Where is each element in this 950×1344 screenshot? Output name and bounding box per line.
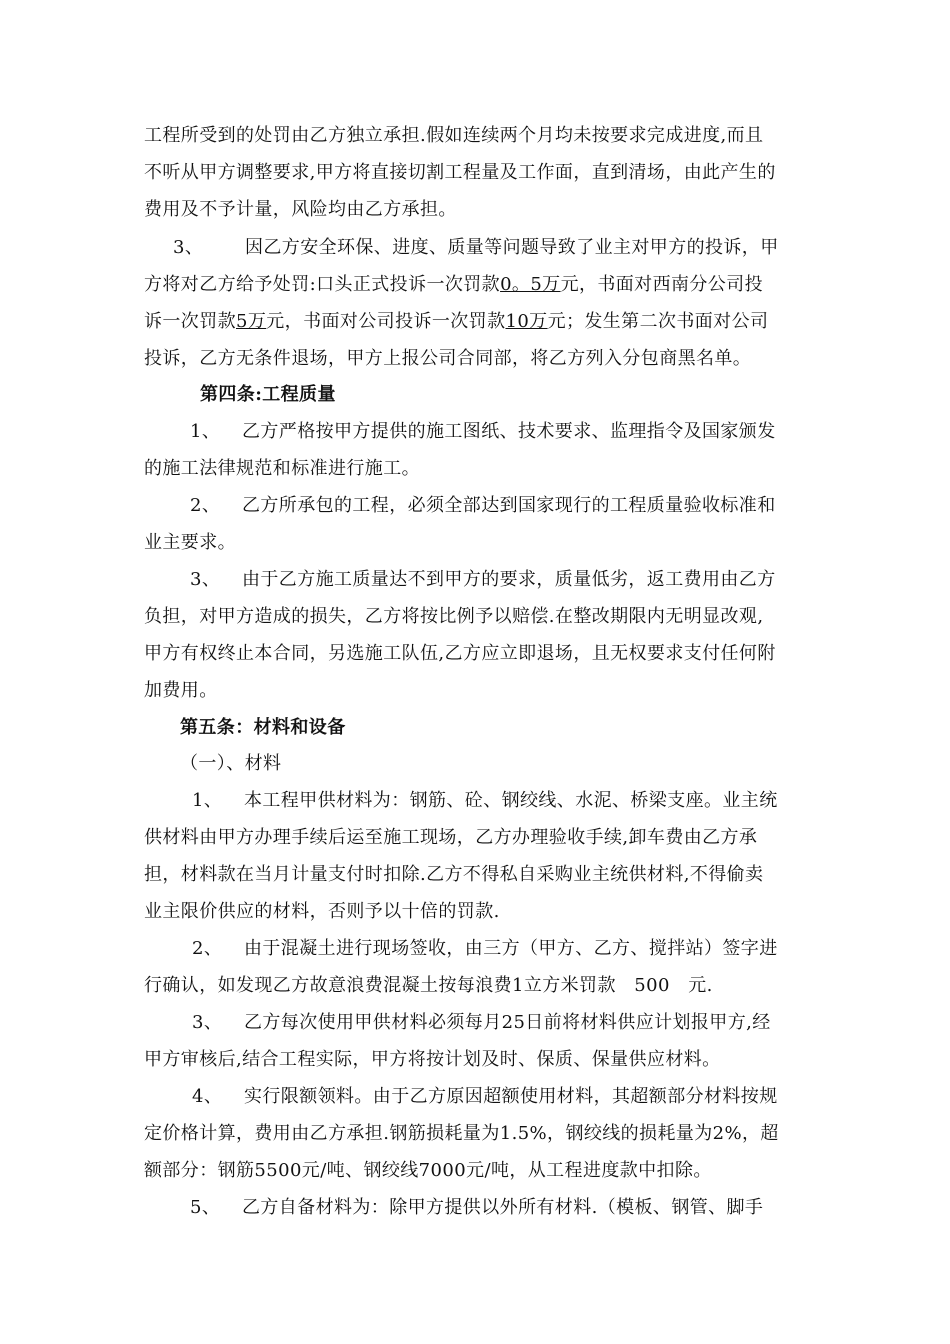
materials-subheading: （一）、材料 <box>180 753 282 774</box>
clause-number: 3、 <box>173 237 204 258</box>
clause-text: 诉一次罚款 <box>144 311 236 332</box>
clause-text: 元，书面对公司投诉一次罚款 <box>266 311 506 332</box>
text-line: 甲方审核后,结合工程实际，甲方将按计划及时、保质、保量供应材料。 <box>144 1049 721 1070</box>
text-line: 供材料由甲方办理手续后运至施工现场，乙方办理验收手续,卸车费由乙方承 <box>144 827 758 848</box>
text-line: 业主要求。 <box>144 532 236 553</box>
clause-text: 乙方严格按甲方提供的施工图纸、技术要求、监理指令及国家颁发 <box>242 421 776 442</box>
fine-amount: 5万 <box>236 311 267 332</box>
text-line <box>144 310 768 334</box>
article-4-item-3 <box>190 568 776 592</box>
clause-text: 本工程甲供材料为：钢筋、砼、钢绞线、水泥、桥梁支座。业主统 <box>244 790 778 811</box>
text-line: 负担，对甲方造成的损失，乙方将按比例予以赔偿.在整改期限内无明显改观, <box>144 606 764 627</box>
clause-text: 由于混凝土进行现场签收，由三方（甲方、乙方、搅拌站）签字进 <box>244 938 778 959</box>
clause-number: 1、 <box>190 421 221 442</box>
clause-text: 由于乙方施工质量达不到甲方的要求，质量低劣，返工费用由乙方 <box>242 569 776 590</box>
clause-number: 3、 <box>192 1012 223 1033</box>
clause-text: 元，书面对西南分公司投 <box>560 274 763 295</box>
clause-3-line <box>173 236 779 260</box>
fine-amount: 10万 <box>505 311 548 332</box>
fine-amount: 0。5万 <box>500 274 561 295</box>
article-4-item-1 <box>190 420 776 444</box>
text-line: 费用及不予计量，风险均由乙方承担。 <box>144 199 457 220</box>
article-5-item-3 <box>192 1011 771 1035</box>
clause-text: 元；发生第二次书面对公司 <box>547 311 769 332</box>
text-line: 不听从甲方调整要求,甲方将直接切割工程量及工作面，直到清场，由此产生的 <box>144 162 776 183</box>
article-4-item-2 <box>190 494 776 518</box>
text-line: 工程所受到的处罚由乙方独立承担.假如连续两个月均未按要求完成进度,而且 <box>144 125 764 146</box>
clause-text: 乙方自备材料为：除甲方提供以外所有材料.（模板、钢管、脚手 <box>242 1197 764 1218</box>
clause-number: 2、 <box>192 938 223 959</box>
clause-number: 3、 <box>190 569 221 590</box>
article-5-heading: 第五条：材料和设备 <box>180 717 346 738</box>
text-line: 甲方有权终止本合同，另选施工队伍,乙方应立即退场，且无权要求支付任何附 <box>144 643 776 664</box>
clause-number: 1、 <box>192 790 223 811</box>
text-line: 额部分：钢筋5500元/吨、钢绞线7000元/吨，从工程进度款中扣除。 <box>144 1160 712 1181</box>
text-line <box>144 273 763 297</box>
text-line: 担，材料款在当月计量支付时扣除.乙方不得私自采购业主统供材料,不得偷卖 <box>144 864 764 885</box>
clause-number: 4、 <box>192 1086 223 1107</box>
text-line: 的施工法律规范和标准进行施工。 <box>144 458 420 479</box>
text-line: 行确认，如发现乙方故意浪费混凝土按每浪费1立方米罚款 500 元. <box>144 975 713 996</box>
article-5-item-2 <box>192 937 778 961</box>
clause-number: 2、 <box>190 495 221 516</box>
clause-text: 乙方所承包的工程，必须全部达到国家现行的工程质量验收标准和 <box>242 495 776 516</box>
clause-text: 实行限额领料。由于乙方原因超额使用材料，其超额部分材料按规 <box>244 1086 778 1107</box>
text-line: 投诉，乙方无条件退场，甲方上报公司合同部，将乙方列入分包商黑名单。 <box>144 348 752 369</box>
article-4-heading: 第四条:工程质量 <box>200 384 336 405</box>
article-5-item-5 <box>190 1196 763 1220</box>
clause-text: 乙方每次使用甲供材料必须每月25日前将材料供应计划报甲方,经 <box>244 1012 771 1033</box>
text-line: 业主限价供应的材料，否则予以十倍的罚款. <box>144 901 500 922</box>
article-5-item-1 <box>192 789 778 813</box>
clause-number: 5、 <box>190 1197 221 1218</box>
text-line: 定价格计算，费用由乙方承担.钢筋损耗量为1.5%，钢绞线的损耗量为2%，超 <box>144 1123 779 1144</box>
clause-text: 因乙方安全环保、进度、质量等问题导致了业主对甲方的投诉，甲 <box>245 237 779 258</box>
clause-text: 方将对乙方给予处罚:口头正式投诉一次罚款 <box>144 274 501 295</box>
article-5-item-4 <box>192 1085 778 1109</box>
text-line: 加费用。 <box>144 680 218 701</box>
